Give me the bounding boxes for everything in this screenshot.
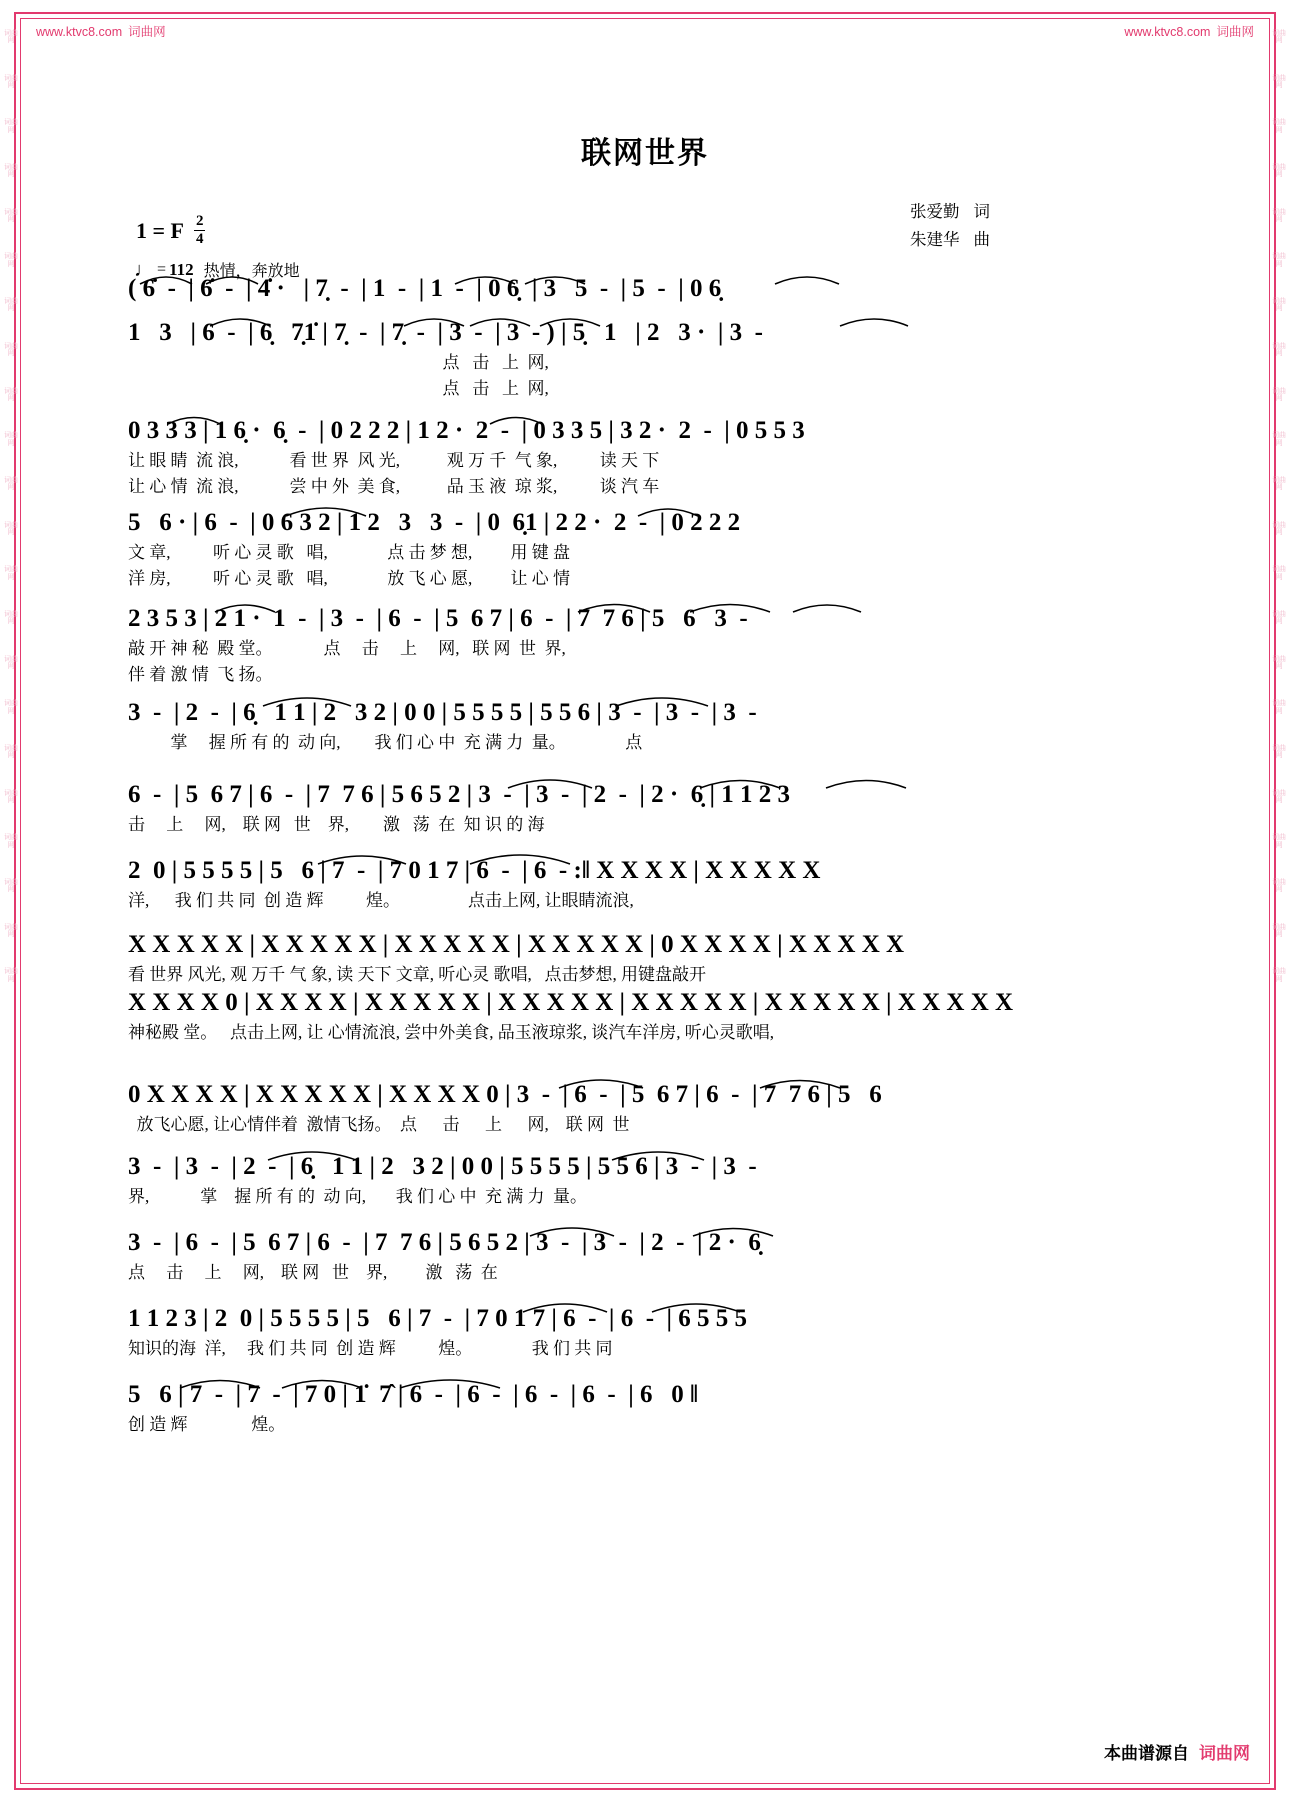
- watermark-url-text: www.ktvc8.com: [36, 25, 123, 39]
- watermark-text: 词曲网: [4, 342, 18, 358]
- time-signature-numerator: 2: [195, 213, 204, 229]
- lyricist-name: 张爱勤: [910, 202, 960, 221]
- watermark-text: 词曲网: [4, 834, 18, 849]
- lyrics-line-2: 伴 着 激 情 飞 扬。: [128, 665, 273, 684]
- watermark-text: 词曲网: [4, 208, 18, 224]
- notation-line: X X X X X | X X X X X | X X X X X | X X X X X | 0 X X X X | X X X X X: [128, 931, 905, 958]
- score-system: [128, 602, 1142, 688]
- lyrics-line-2: 洋 房, 听 心 灵 歌 唱, 放 飞 心 愿, 让 心 情: [128, 569, 570, 588]
- watermark-text: 词曲网: [4, 253, 18, 268]
- lyrics-line-1: 创 造 辉 煌。: [128, 1415, 286, 1434]
- watermark-text: 词曲网: [1272, 30, 1286, 45]
- watermark-text: 词曲网: [1272, 745, 1286, 760]
- watermark-text: 词曲网: [1272, 879, 1286, 894]
- watermark-site-name: 词曲网: [1216, 25, 1254, 39]
- score-system: [128, 1378, 1142, 1438]
- score-system: [128, 778, 1142, 838]
- notation-line: 1 1 2 3 | 2 0 | 5 5 5 5 | 5 6 | 7 - | 7 0 1 7 | 6 - | 6 - | 6 5 5 5: [128, 1305, 748, 1332]
- lyrics-line-1: 看 世界 风光, 观 万千 气 象, 读 天下 文章, 听心灵 歌唱, 点击梦想, 用键盘敲开: [128, 965, 706, 984]
- watermark-text: 词曲网: [1272, 700, 1286, 715]
- watermark-text: 词曲网: [4, 119, 18, 134]
- watermark-text: 词曲网: [4, 298, 18, 313]
- watermark-text: 词曲网: [4, 432, 18, 447]
- quarter-note-icon: ♩: [134, 258, 154, 281]
- watermark-site-name: 词曲网: [128, 25, 166, 39]
- score-system: [128, 854, 1142, 914]
- score-system: [128, 1226, 1142, 1286]
- watermark-text: 词曲网: [1272, 834, 1286, 849]
- lyrics-line-2: 让 心 情 流 浪, 尝 中 外 美 食, 品 玉 液 琼 浆, 谈 汽 车: [128, 477, 660, 496]
- composer-role: 曲: [973, 230, 990, 250]
- lyricist-role: 词: [973, 202, 990, 221]
- score-system: [128, 1078, 1142, 1138]
- score-system: [128, 316, 1142, 402]
- watermark-text: 词曲网: [4, 968, 18, 983]
- notation-line: 2 0 | 5 5 5 5 | 5 6 | 7 - | 7 0 1 7 | 6 - | 6 - :‖ X X X X | X X X X X: [128, 857, 821, 884]
- watermark-text: 词曲网: [4, 879, 18, 894]
- notation-line: 1 3 | 6 - | 6̣ 7̣1̇ | 7̣ - | 7̣ - | 3 - | 3 - ) | 5̣ 1 | 2 3 · | 3 -: [128, 319, 763, 346]
- watermark-text: 词曲网: [1272, 476, 1286, 492]
- watermark-text: 词曲网: [1272, 342, 1286, 358]
- notation-line: 5 6 | 7 - | 7 - | 7 0 | 1̇ 7̂ | 6 - | 6 - | 6 - | 6 - | 6 0 ‖: [128, 1381, 699, 1408]
- score-system: [128, 414, 1142, 500]
- notation-line: 2 3 5 3 | 2 1 · 1 - | 3 - | 6 - | 5 6 7 | 6 - | 7 7 6 | 5 6 3 -: [128, 605, 748, 632]
- watermark-text: 词曲网: [1272, 610, 1286, 626]
- notation-line: X X X X 0 | X X X X | X X X X X | X X X X X | X X X X X | X X X X X | X X X X X: [128, 989, 1014, 1016]
- watermark-text: 词曲网: [4, 164, 18, 179]
- key-label: 1 = F: [136, 217, 184, 243]
- watermark-text: 词曲网: [1272, 298, 1286, 313]
- watermark-text: 词曲网: [1272, 387, 1286, 402]
- footer-source: [1104, 1739, 1250, 1764]
- notation-line: 3 - | 6 - | 5 6 7 | 6 - | 7 7 6 | 5 6 5 2 | 3 - | 3 - | 2 - | 2 · 6̣: [128, 1229, 761, 1256]
- tempo-equals: =: [157, 260, 167, 278]
- watermark-text: 词曲网: [1272, 208, 1286, 224]
- watermark-text: 词曲网: [4, 789, 18, 805]
- watermark-text: 词曲网: [1272, 566, 1286, 581]
- lyrics-line-1: 洋, 我 们 共 同 创 造 辉 煌。 点击上网, 让眼睛流浪,: [128, 891, 634, 910]
- watermark-text: 词曲网: [1272, 253, 1286, 268]
- watermark-text: 词曲网: [4, 387, 18, 402]
- lyrics-line-1: 知识的海 洋, 我 们 共 同 创 造 辉 煌。 我 们 共 同: [128, 1339, 613, 1358]
- watermark-text: 词曲网: [1272, 923, 1286, 939]
- notation-line: 0 X X X X | X X X X X | X X X X 0 | 3 - | 6 - | 5 6 7 | 6 - | 7 7 6 | 5 6: [128, 1081, 882, 1108]
- time-signature-denominator: 4: [195, 231, 204, 247]
- lyrics-line-1: 界, 掌 握 所 有 的 动 向, 我 们 心 中 充 满 力 量。: [128, 1187, 587, 1206]
- watermark-text: 词曲网: [4, 745, 18, 760]
- tempo-bpm: 112: [169, 259, 194, 279]
- score-system: [128, 1150, 1142, 1210]
- lyrics-line-1: 点 击 上 网,: [128, 353, 549, 372]
- watermark-text: 词曲网: [4, 521, 18, 536]
- notation-line: 6 - | 5 6 7 | 6 - | 7 7 6 | 5 6 5 2 | 3 - | 3 - | 2 - | 2 · 6̣ | 1 1 2 3: [128, 781, 791, 808]
- score-system: [128, 1302, 1142, 1362]
- watermark-text: 词曲网: [4, 566, 18, 581]
- watermark-url-text: www.ktvc8.com: [1124, 25, 1211, 39]
- composer-name: 朱建华: [910, 230, 960, 250]
- lyrics-line-1: 击 上 网, 联 网 世 界, 激 荡 在 知 识 的 海: [128, 815, 545, 834]
- watermark-text: 词曲网: [1272, 164, 1286, 179]
- watermark-text: 词曲网: [1272, 521, 1286, 536]
- notation-line: 3 - | 3 - | 2 - | 6̣ 1 1 | 2 3 2 | 0 0 | 5 5 5 5 | 5 5 6 | 3 - | 3 -: [128, 1153, 757, 1180]
- watermark-text: 词曲网: [4, 30, 18, 45]
- watermark-text: 词曲网: [4, 655, 18, 670]
- score-system: [128, 928, 1142, 988]
- watermark-text: 词曲网: [1272, 74, 1286, 90]
- watermark-text: 词曲网: [4, 476, 18, 492]
- lyrics-line-1: 点 击 上 网, 联 网 世 界, 激 荡 在: [128, 1263, 498, 1282]
- watermark-text: 词曲网: [1272, 432, 1286, 447]
- score-system: [128, 272, 1142, 306]
- lyrics-line-2: 点 击 上 网,: [128, 379, 549, 398]
- footer-label: 本曲谱源自: [1104, 1744, 1189, 1763]
- tempo-mood: 热情，奔放地: [203, 263, 300, 280]
- lyrics-line-1: 放飞心愿, 让心情伴着 激情飞扬。 点 击 上 网, 联 网 世: [128, 1115, 630, 1134]
- watermark-text: 词曲网: [1272, 119, 1286, 134]
- score-system: [128, 986, 1142, 1046]
- lyrics-line-1: 文 章, 听 心 灵 歌 唱, 点 击 梦 想, 用 键 盘: [128, 543, 570, 562]
- notation-line: 3 - | 2 - | 6̣ 1 1 | 2 3 2 | 0 0 | 5 5 5 5 | 5 5 6 | 3 - | 3 - | 3 -: [128, 699, 757, 726]
- watermark-text: 词曲网: [4, 610, 18, 626]
- watermark-text: 词曲网: [4, 700, 18, 715]
- footer-site-name[interactable]: 词曲网: [1199, 1744, 1250, 1763]
- score-system: [128, 696, 1142, 756]
- watermark-text: 词曲网: [4, 74, 18, 90]
- lyrics-line-1: 敲 开 神 秘 殿 堂。 点 击 上 网, 联 网 世 界,: [128, 639, 566, 658]
- lyrics-line-1: 掌 握 所 有 的 动 向, 我 们 心 中 充 满 力 量。 点: [128, 733, 643, 752]
- watermark-text: 词曲网: [1272, 789, 1286, 805]
- lyrics-line-1: 神秘殿 堂。 点击上网, 让 心情流浪, 尝中外美食, 品玉液琼浆, 谈汽车洋房, 听心灵歌唱,: [128, 1023, 774, 1042]
- lyrics-line-1: 让 眼 睛 流 浪, 看 世 界 风 光, 观 万 千 气 象, 读 天 下: [128, 451, 660, 470]
- watermark-text: 词曲网: [4, 923, 18, 939]
- song-title: 联网世界: [581, 137, 709, 170]
- notation-line: 5 6 · | 6 - | 0 6 3 2 | 1 2 3 3 - | 0 6̣1 | 2 2 · 2 - | 0 2 2 2: [128, 509, 741, 536]
- score-system: [128, 506, 1142, 592]
- notation-line: 0 3 3 3 | 1 6̣ · 6̣ - | 0 2 2 2 | 1 2 · 2 - | 0 3 3 5 | 3 2 · 2 - | 0 5 5 3: [128, 417, 805, 444]
- watermark-text: 词曲网: [1272, 655, 1286, 670]
- watermark-text: 词曲网: [1272, 968, 1286, 983]
- notation-line: ( 6̇ - | 6̇ - | 4̇ · | 7̣ - | 1 - | 1 - | 0 6̣ | 3 5 - | 5 - | 0 6̣: [128, 275, 722, 302]
